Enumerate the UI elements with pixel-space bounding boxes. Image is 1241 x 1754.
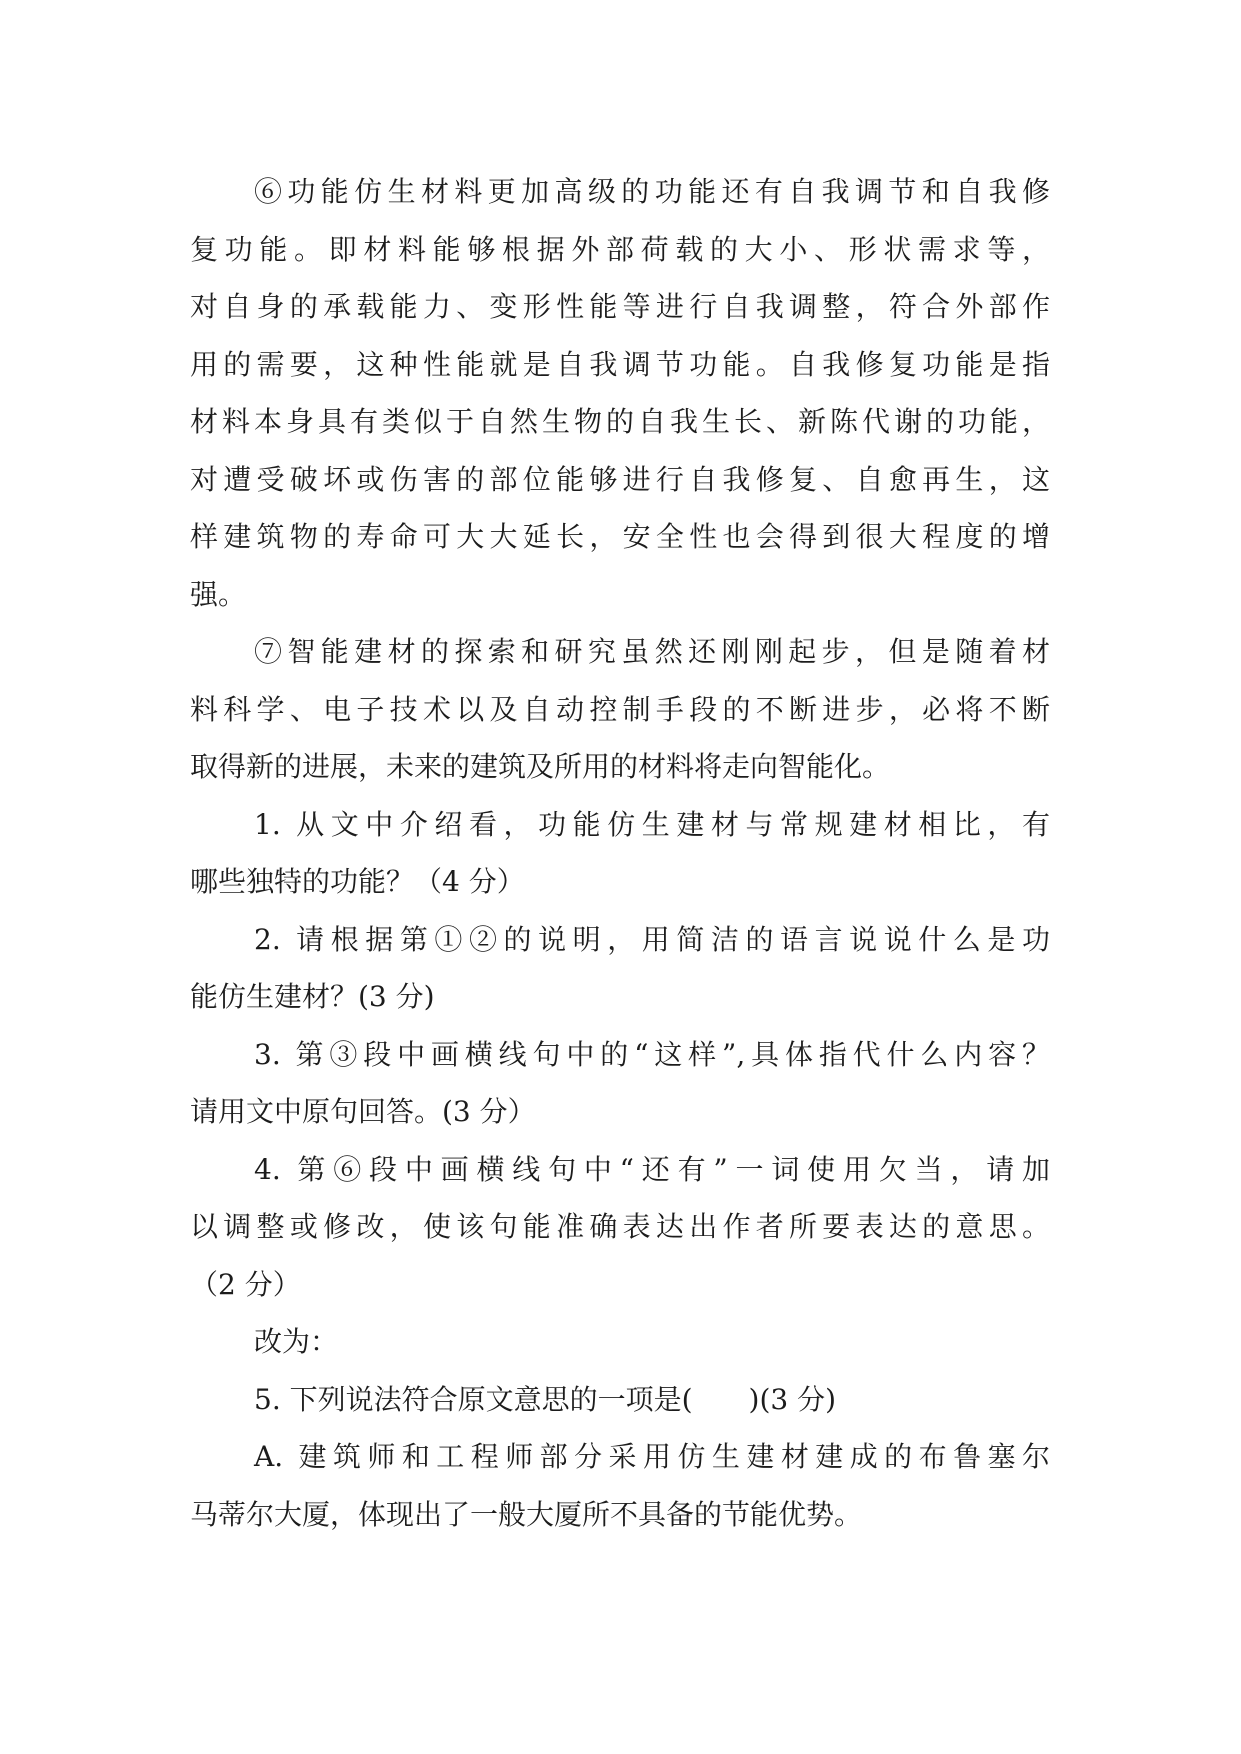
paragraph-7-line: 料科学、电子技术以及自动控制手段的不断进步，必将不断 [190, 692, 1050, 726]
question-1-line: 1. 从文中介绍看，功能仿生建材与常规建材相比，有 [254, 807, 1050, 841]
question-2-line: 2. 请根据第①②的说明，用简洁的语言说说什么是功 [254, 922, 1050, 956]
paragraph-6-line: 材料本身具有类似于自然生物的自我生长、新陈代谢的功能， [190, 405, 1050, 438]
paragraph-6-line: 复功能。即材料能够根据外部荷载的大小、形状需求等， [190, 232, 1050, 266]
document-page [190, 163, 1050, 1543]
question-3-line: 请用文中原句回答。(3 分） [190, 1095, 536, 1128]
question-4-line: 以调整或修改，使该句能准确表达出作者所要表达的意思。 [190, 1210, 1050, 1243]
paragraph-6-line: 对遭受破坏或伤害的部位能够进行自我修复、自愈再生，这 [190, 462, 1050, 496]
question-4-line: 4. 第⑥段中画横线句中“还有”一词使用欠当，请加 [254, 1152, 1050, 1186]
option-a-line: A. 建筑师和工程师部分采用仿生建材建成的布鲁塞尔 [254, 1440, 1050, 1473]
paragraph-6-line: 用的需要，这种性能就是自我调节功能。自我修复功能是指 [190, 347, 1050, 381]
answer-prompt: 改为： [254, 1325, 339, 1358]
paragraph-6-line: 强。 [190, 577, 247, 611]
paragraph-7-line: ⑦智能建材的探索和研究虽然还刚刚起步，但是随着材 [254, 635, 1050, 668]
paragraph-6-line: 样建筑物的寿命可大大延长，安全性也会得到很大程度的增 [190, 520, 1050, 553]
question-5-line: 5. 下列说法符合原文意思的一项是( )(3 分) [254, 1382, 837, 1416]
question-4-line: （2 分） [190, 1267, 301, 1301]
question-2-line: 能仿生建材？(3 分) [190, 980, 435, 1013]
paragraph-6-line: 对自身的承载能力、变形性能等进行自我调整，符合外部作 [190, 290, 1050, 323]
paragraph-7-line: 取得新的进展，未来的建筑及所用的材料将走向智能化。 [190, 750, 891, 783]
question-3-line: 3. 第③段中画横线句中的“这样”,具体指代什么内容？ [254, 1037, 1050, 1071]
option-a-line: 马蒂尔大厦，体现出了一般大厦所不具备的节能优势。 [190, 1497, 863, 1531]
paragraph-6-line: ⑥功能仿生材料更加高级的功能还有自我调节和自我修 [254, 175, 1050, 208]
question-1-line: 哪些独特的功能？（4 分） [190, 865, 525, 898]
